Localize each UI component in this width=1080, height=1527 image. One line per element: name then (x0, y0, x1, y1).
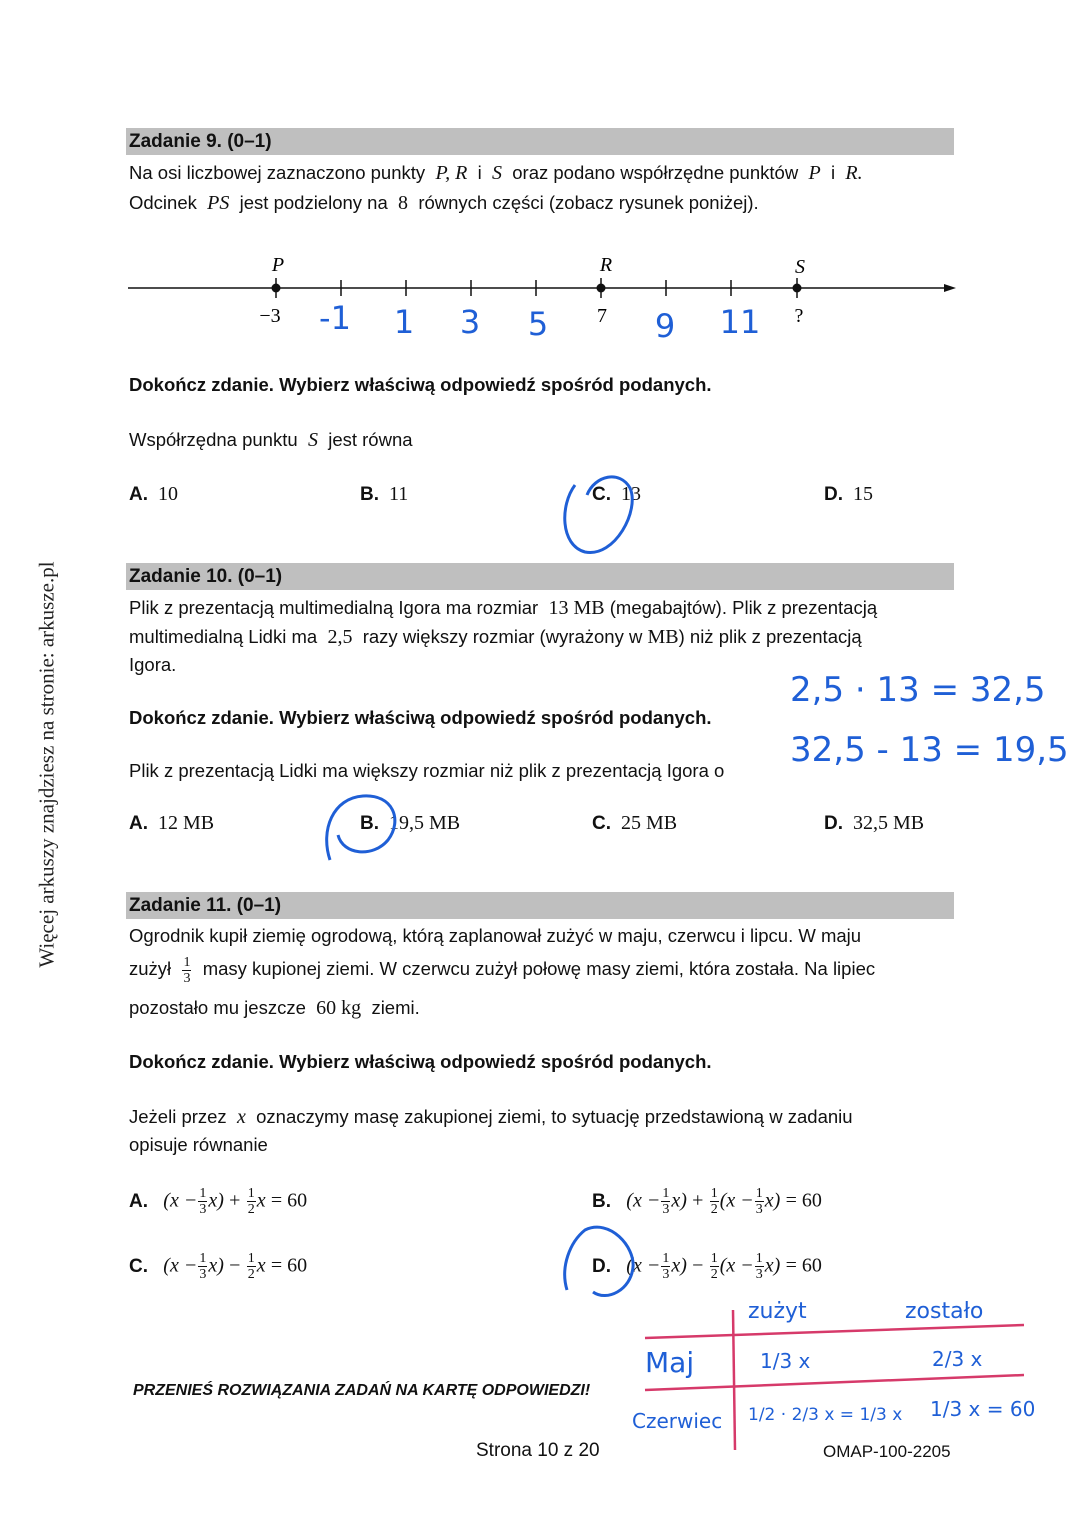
task10-line3: Igora. (129, 654, 177, 675)
hand-tick-3: 3 (459, 303, 481, 341)
task10-instruction: Dokończ zdanie. Wybierz właściwą odpowiedź spośród podanych. (129, 707, 712, 728)
task9-instruction: Dokończ zdanie. Wybierz właściwą odpowiedź spośród podanych. (129, 374, 712, 395)
task10-option-b[interactable]: B. 19,5 MB (360, 812, 461, 834)
task9-option-c[interactable]: C. 13 (592, 483, 641, 505)
label-point-P: P (271, 254, 285, 276)
task11-line1: Ogrodnik kupił ziemię ogrodową, którą zaplanował zużyć w maju, czerwcu i lipcu. W maju (129, 925, 862, 946)
hand-tick-6: 11 (719, 303, 761, 341)
hand-row-maj: Maj (645, 1346, 695, 1379)
hand-circle-9c (555, 470, 645, 560)
task10-header: Zadanie 10. (0–1) (126, 563, 954, 590)
coord-P: −3 (259, 305, 281, 327)
task11-question-line1: Jeżeli przez x oznaczymy masę zakupionej ziemi, to sytuację przedstawioną w zadaniu (129, 1106, 853, 1128)
hand-tick-1: -1 (319, 299, 351, 337)
hand-circle-10b (318, 790, 408, 870)
label-point-S: S (795, 256, 805, 278)
hand-table (620, 1290, 1040, 1465)
task9-option-d[interactable]: D. 15 (824, 483, 873, 505)
fraction-one-third: $\frac{1}{3}$ (183, 954, 191, 986)
hand-row-czerwiec: Czerwiec (632, 1409, 723, 1433)
task10-option-c[interactable]: C. 25 MB (592, 812, 678, 834)
coord-S: ? (794, 305, 804, 327)
task11-question-line2: opisuje równanie (129, 1134, 268, 1155)
task11-option-c[interactable]: C. (x − $\frac{1}{3}$ x) − $\frac{1}{2}$ x = 60 (129, 1251, 308, 1282)
task9-option-a[interactable]: A. 10 (129, 483, 178, 505)
coord-R: 7 (597, 305, 607, 327)
task10-line1: Plik z prezentacją multimedialną Igora ma rozmiar 13 MB (megabajtów). Plik z prezentacją (129, 597, 878, 619)
task11-option-d[interactable]: D. (x − $\frac{1}{3}$ x) − $\frac{1}{2}$ (x − $\frac{1}{3}$ x) = 60 (592, 1251, 822, 1282)
task10-option-d[interactable]: D. 32,5 MB (824, 812, 925, 834)
hand-r2c1: 1/2 · 2/3 x = 1/3 x (748, 1405, 903, 1425)
task10-option-a[interactable]: A. 12 MB (129, 812, 215, 834)
task9-intro-line1: Na osi liczbowej zaznaczono punkty P, R i S oraz podano współrzędne punktów P i R. (129, 162, 863, 184)
task9-option-b[interactable]: B. 11 (360, 483, 409, 505)
task11-line3: pozostało mu jeszcze 60 kg ziemi. (129, 997, 420, 1019)
task9-question: Współrzędna punktu S jest równa (129, 429, 413, 451)
hand-calc-2: 32,5 - 13 = 19,5 (790, 730, 1069, 770)
task11-header: Zadanie 11. (0–1) (126, 892, 954, 919)
task11-line2: zużył $\frac{1}{3}$ masy kupionej ziemi. W czerwcu zużył połowę masy ziemi, która została. Na lipiec (129, 954, 876, 986)
hand-tick-4: 5 (527, 305, 549, 343)
task9-header: Zadanie 9. (0–1) (126, 128, 954, 155)
hand-col-zuzyt: zużyt (748, 1299, 807, 1324)
side-watermark: Więcej arkuszy znajdziesz na stronie: arkusze.pl (34, 561, 59, 968)
label-point-R: R (599, 254, 613, 276)
exam-code: OMAP-100-2205 (823, 1442, 951, 1461)
hand-col-zostalo: zostało (905, 1299, 984, 1324)
task11-option-b[interactable]: B. (x − $\frac{1}{3}$ x) + $\frac{1}{2}$ (x − $\frac{1}{3}$ x) = 60 (592, 1186, 822, 1217)
hand-r1c1: 1/3 x (760, 1349, 811, 1373)
task11-instruction: Dokończ zdanie. Wybierz właściwą odpowiedź spośród podanych. (129, 1051, 712, 1072)
page-number: Strona 10 z 20 (476, 1440, 600, 1461)
hand-tick-2: 1 (393, 303, 415, 341)
hand-tick-5: 9 (654, 307, 676, 345)
transfer-notice: PRZENIEŚ ROZWIĄZANIA ZADAŃ NA KARTĘ ODPOWIEDZI! (133, 1382, 591, 1399)
task11-option-a[interactable]: A. (x − $\frac{1}{3}$ x) + $\frac{1}{2}$ x = 60 (129, 1186, 308, 1217)
hand-calc-1: 2,5 · 13 = 32,5 (790, 670, 1046, 710)
task9-intro-line2: Odcinek PS jest podzielony na 8 równych części (zobacz rysunek poniżej). (129, 192, 759, 214)
task10-question: Plik z prezentacją Lidki ma większy rozmiar niż plik z prezentacją Igora o (129, 760, 725, 781)
number-line (120, 245, 970, 355)
hand-r2c2: 1/3 x = 60 (930, 1397, 1036, 1421)
task10-line2: multimedialną Lidki ma 2,5 razy większy rozmiar (wyrażony w MB) niż plik z prezentacją (129, 626, 862, 648)
hand-r1c2: 2/3 x (932, 1347, 983, 1371)
